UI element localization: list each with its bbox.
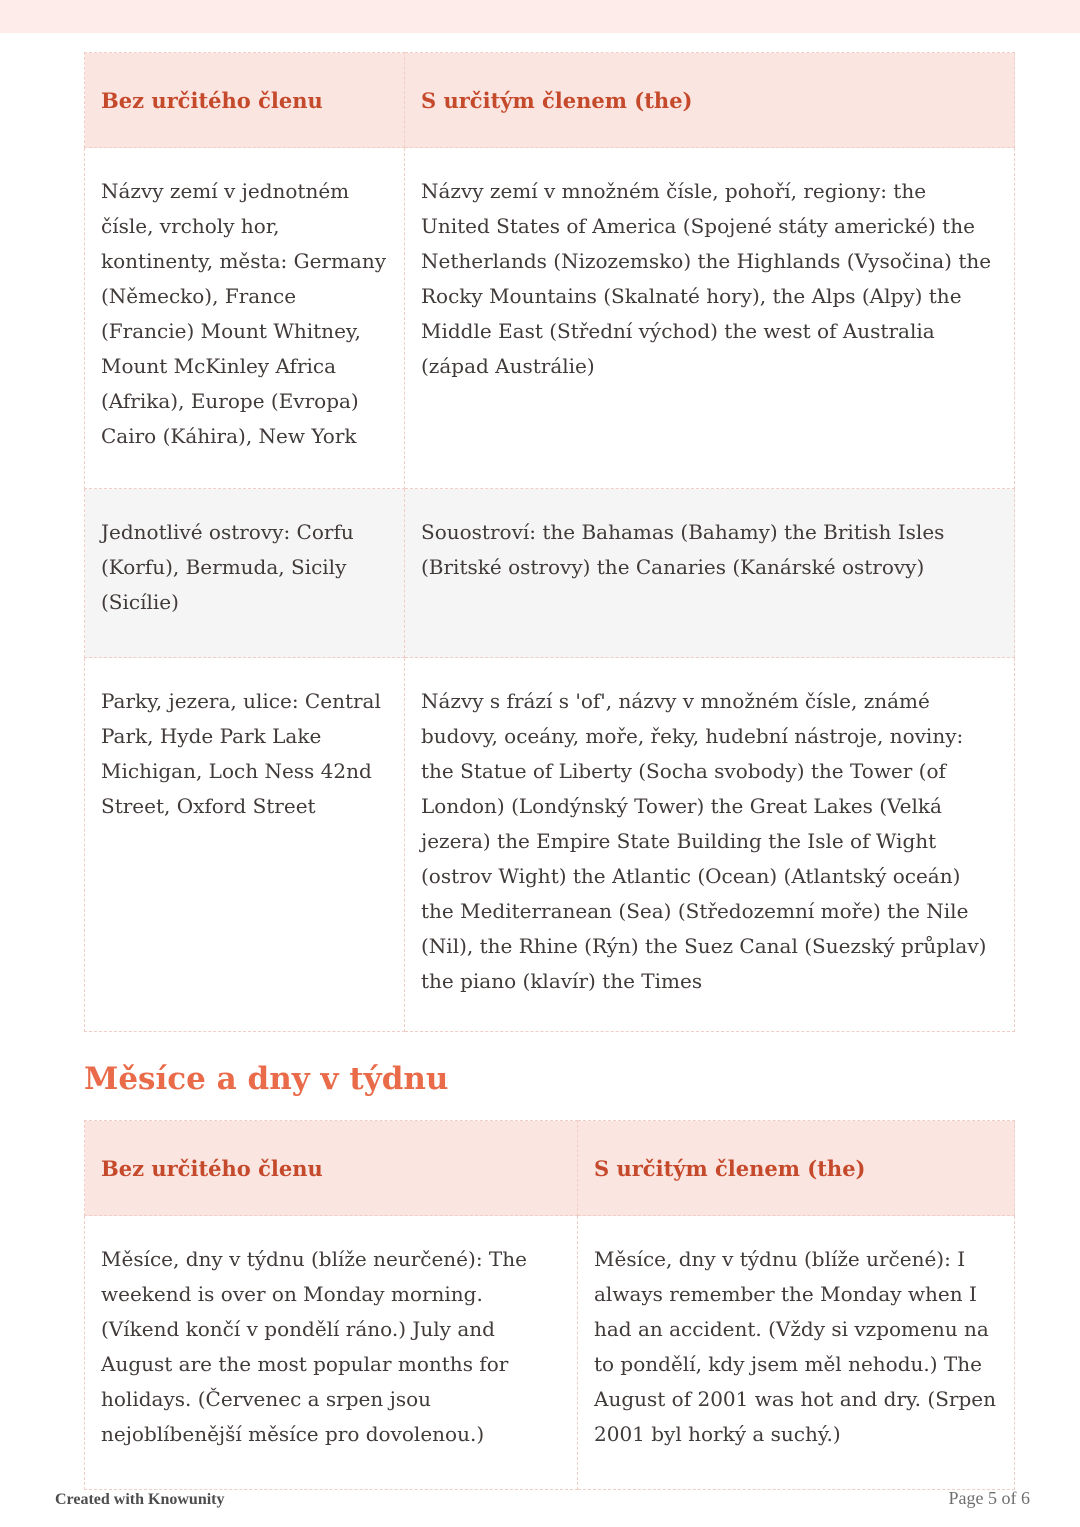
table-cell: Názvy s frází s 'of', názvy v množném čísle, známé budovy, oceány, moře, řeky, hudební nástroje, noviny: the Statue of Liberty (Socha svobody) the Tower (of London) (Londýnský Tower) the Great Lakes (Velká jezera) the Empire State Building the Isle of Wight (ostrov Wight) the Atlantic (Ocean) (Atlantský oceán) the Mediterranean (Sea) (Středozemní moře) the Nile (Nil), the Rhine (Rýn) the Suez Canal (Suezský průplav) the piano (klavír) the Times [405,658,1015,1032]
column-header-definite-article: S určitým členem (the) [578,1121,1015,1216]
section-heading: Měsíce a dny v týdnu [84,1061,449,1097]
previous-section-band [0,0,1080,33]
table-cell: Parky, jezera, ulice: Central Park, Hyde Park Lake Michigan, Loch Ness 42nd Street, Oxford Street [85,658,405,1032]
table-header-row [85,53,1015,148]
table-row [85,1216,1015,1490]
table-cell: Měsíce, dny v týdnu (blíže neurčené): The weekend is over on Monday morning. (Víkend končí v pondělí ráno.) July and August are the most popular months for holidays. (Červenec a srpen jsou nejoblíbenější měsíce pro dovolenou.) [85,1216,578,1490]
page-indicator: Page 5 of 6 [948,1488,1030,1508]
table-header-row [85,1121,1015,1216]
column-header-no-article: Bez určitého členu [85,1121,578,1216]
table-cell: Názvy zemí v jednotném čísle, vrcholy hor, kontinenty, města: Germany (Německo), France (Francie) Mount Whitney, Mount McKinley Africa (Afrika), Europe (Evropa) Cairo (Káhira), New York [85,148,405,489]
table-cell: Názvy zemí v množném čísle, pohoří, regiony: the United States of America (Spojené státy americké) the Netherlands (Nizozemsko) the Highlands (Vysočina) the Rocky Mountains (Skalnaté hory), the Alps (Alpy) the Middle East (Střední východ) the west of Australia (západ Austrálie) [405,148,1015,489]
table-cell: Souostroví: the Bahamas (Bahamy) the British Isles (Britské ostrovy) the Canaries (Kanárské ostrovy) [405,489,1015,658]
table-cell: Měsíce, dny v týdnu (blíže určené): I always remember the Monday when I had an accident. (Vždy si vzpomenu na to pondělí, kdy jsem měl nehodu.) The August of 2001 was hot and dry. (Srpen 2001 byl horký a suchý.) [578,1216,1015,1490]
column-header-no-article: Bez určitého členu [85,53,405,148]
column-header-definite-article: S určitým členem (the) [405,53,1015,148]
created-with-label: Created with Knowunity [55,1491,225,1508]
months-days-table [84,1120,1015,1490]
table-cell: Jednotlivé ostrovy: Corfu (Korfu), Bermuda, Sicily (Sicílie) [85,489,405,658]
table-row [85,658,1015,1032]
page-footer [55,1488,1030,1509]
page-content [84,52,1014,1490]
table-row [85,148,1015,489]
table-row [85,489,1015,658]
articles-usage-table [84,52,1015,1032]
